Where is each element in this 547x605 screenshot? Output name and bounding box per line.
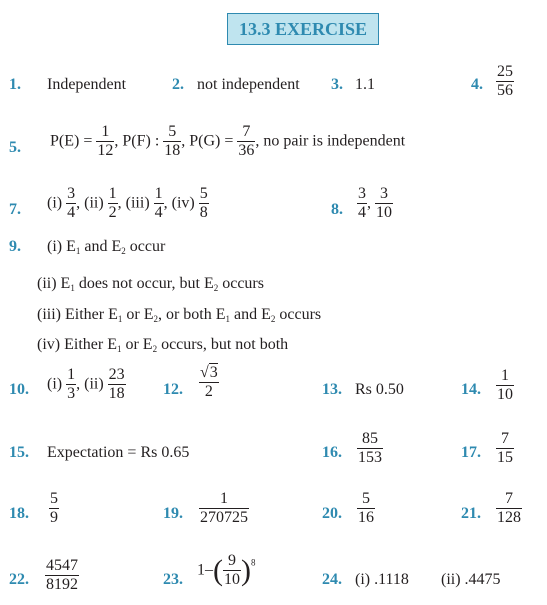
answer-expression: P(E) = $\frac{1}{12}$ , P(F) : $\frac{5}{18}$ , P(G) = $\frac{7}{36}$ , no pair is independent (50, 123, 406, 160)
answer-number: 1. (9, 76, 21, 93)
answer-number: 12. (163, 381, 183, 398)
answer-text: Independent (47, 76, 127, 93)
exercise-heading: 13.3 EXERCISE (227, 13, 379, 45)
answer-number: 17. (461, 444, 481, 461)
answer-fraction: $\frac{7}{15}$ (497, 430, 513, 467)
answer-expression: $\frac{3}{4}$ , $\frac{3}{10}$ (358, 185, 392, 222)
answer-number: 7. (9, 201, 21, 218)
answer-fraction: $\frac{4547}{8192}$ (46, 557, 78, 594)
answer-line: (i) $E_1$ and $E_2$ occur (47, 238, 166, 256)
answer-expression: (i) $\frac{3}{4}$ , (ii) $\frac{1}{2}$ , (iii) $\frac{1}{4}$ , (iv) $\frac{5}{8}$ (47, 185, 208, 222)
answer-line: (ii) $E_1$ does not occur, but $E_2$ occurs (37, 275, 264, 293)
answer-number: 2. (172, 76, 184, 93)
answer-fraction: $\frac{√3}{2}$ (200, 364, 218, 401)
answer-fraction: $\frac{1}{10}$ (497, 367, 513, 404)
answer-text: 1.1 (355, 76, 375, 93)
answer-fraction: $\frac{7}{128}$ (497, 490, 521, 527)
answer-number: 3. (331, 76, 343, 93)
answer-number: 24. (322, 571, 342, 588)
answer-number: 16. (322, 444, 342, 461)
answer-fraction: $\frac{5}{9}$ (50, 490, 58, 527)
answer-text: (ii) .4475 (441, 571, 501, 588)
answer-fraction: $\frac{1}{270725}$ (200, 490, 248, 527)
answer-expression: 1–( $\frac{9}{10}$ )$^8$ (197, 552, 256, 589)
answer-number: 9. (9, 238, 21, 255)
answer-number: 4. (471, 76, 483, 93)
answer-fraction: $\frac{25}{56}$ (497, 63, 513, 100)
answer-text: not independent (197, 76, 300, 93)
answer-number: 13. (322, 381, 342, 398)
answer-number: 14. (461, 381, 481, 398)
answer-expression: (i) $\frac{1}{3}$ , (ii) $\frac{23}{18}$ (47, 366, 125, 403)
answer-number: 22. (9, 571, 29, 588)
answer-text: Expectation = Rs 0.65 (47, 444, 190, 461)
answer-number: 8. (331, 201, 343, 218)
answer-line: (iv) Either $E_1$ or $E_2$ occurs, but not both (37, 336, 289, 354)
answer-fraction: $\frac{5}{16}$ (358, 490, 374, 527)
answer-fraction: $\frac{85}{153}$ (358, 430, 382, 467)
answer-text: Rs 0.50 (355, 381, 404, 398)
answer-number: 10. (9, 381, 29, 398)
answer-number: 23. (163, 571, 183, 588)
answer-number: 20. (322, 505, 342, 522)
answer-number: 18. (9, 505, 29, 522)
answer-text: (i) .1118 (355, 571, 409, 588)
answer-number: 5. (9, 139, 21, 156)
answer-number: 21. (461, 505, 481, 522)
answer-number: 15. (9, 444, 29, 461)
answer-line: (iii) Either $E_1$ or $E_2$, or both $E_1$ and $E_2$ occurs (37, 306, 322, 324)
answer-number: 19. (163, 505, 183, 522)
